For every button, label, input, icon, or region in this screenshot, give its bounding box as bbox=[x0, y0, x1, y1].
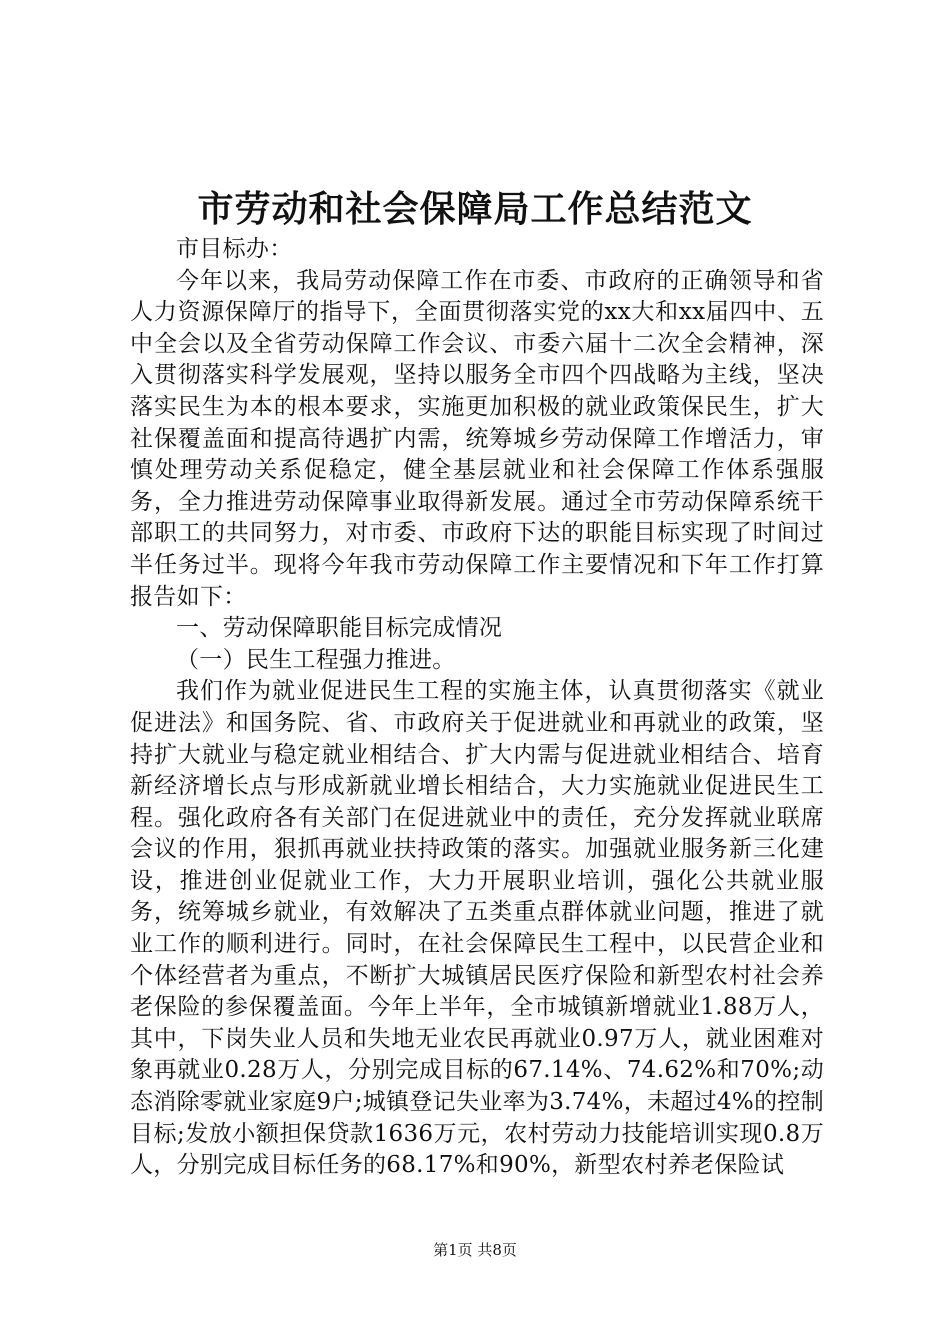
document-body bbox=[130, 234, 824, 1182]
salutation: 市目标办： bbox=[176, 236, 293, 262]
page-footer: 第1页 共8页 bbox=[433, 1241, 517, 1259]
document-title: 市劳动和社会保障局工作总结范文 bbox=[197, 189, 753, 230]
section-heading: 一、劳动保障职能目标完成情况 bbox=[176, 615, 503, 642]
subsection-heading: （一）民生工程强力推进。 bbox=[176, 646, 456, 673]
paragraph-body: 我们作为就业促进民生工程的实施主体，认真贯彻落实《就业促进法》和国务院、省、市政府关于促进就业和再就业的政策，坚持扩大就业与稳定就业相结合、扩大内需与促进就业相结合、培育新经济增长点与形成新就业增长相结合，大力实施就业促进民生工程。强化政府各有关部门在促进就业中的责任，充分发挥就业联席会议的作用，狠抓再就业扶持政策的落实。加强就业服务新三化建设，推进创业促就业工作，大力开展职业培训，强化公共就业服务，统筹城乡就业，有效解决了五类重点群体就业问题，推进了就业工作的顺利进行。同时，在社会保障民生工程中，以民营企业和个体经营者为重点，不断扩大城镇居民医疗保险和新型农村社会养老保险的参保覆盖面。今年上半年，全市城镇新增就业1.88万人，其中，下岗失业人员和失地无业农民再就业0.97万人，就业困难对象再就业0.28万人，分别完成目标的67.14%、74.62%和70%;动态消除零就业家庭9户;城镇登记失业率为3.74%，未超过4%的控制目标;发放小额担保贷款1636万元，农村劳动力技能培训实现0.8万人，分别完成目标任务的68.17%和90%，新型农村养老保险试 bbox=[130, 678, 824, 1179]
paragraph-intro: 今年以来，我局劳动保障工作在市委、市政府的正确领导和省人力资源保障厅的指导下，全面贯彻落实党的xx大和xx届四中、五中全会以及全省劳动保障工作会议、市委六届十二次全会精神，深入贯彻落实科学发展观，坚持以服务全市四个四战略为主线，坚决落实民生为本的根本要求，实施更加积极的就业政策保民生，扩大社保覆盖面和提高待遇扩内需，统筹城乡劳动保障工作增活力，审慎处理劳动关系促稳定，健全基层就业和社会保障工作体系强服务，全力推进劳动保障事业取得新发展。通过全市劳动保障系统干部职工的共同努力，对市委、市政府下达的职能目标实现了时间过半任务过半。现将今年我市劳动保障工作主要情况和下年工作打算报告如下： bbox=[130, 267, 824, 610]
